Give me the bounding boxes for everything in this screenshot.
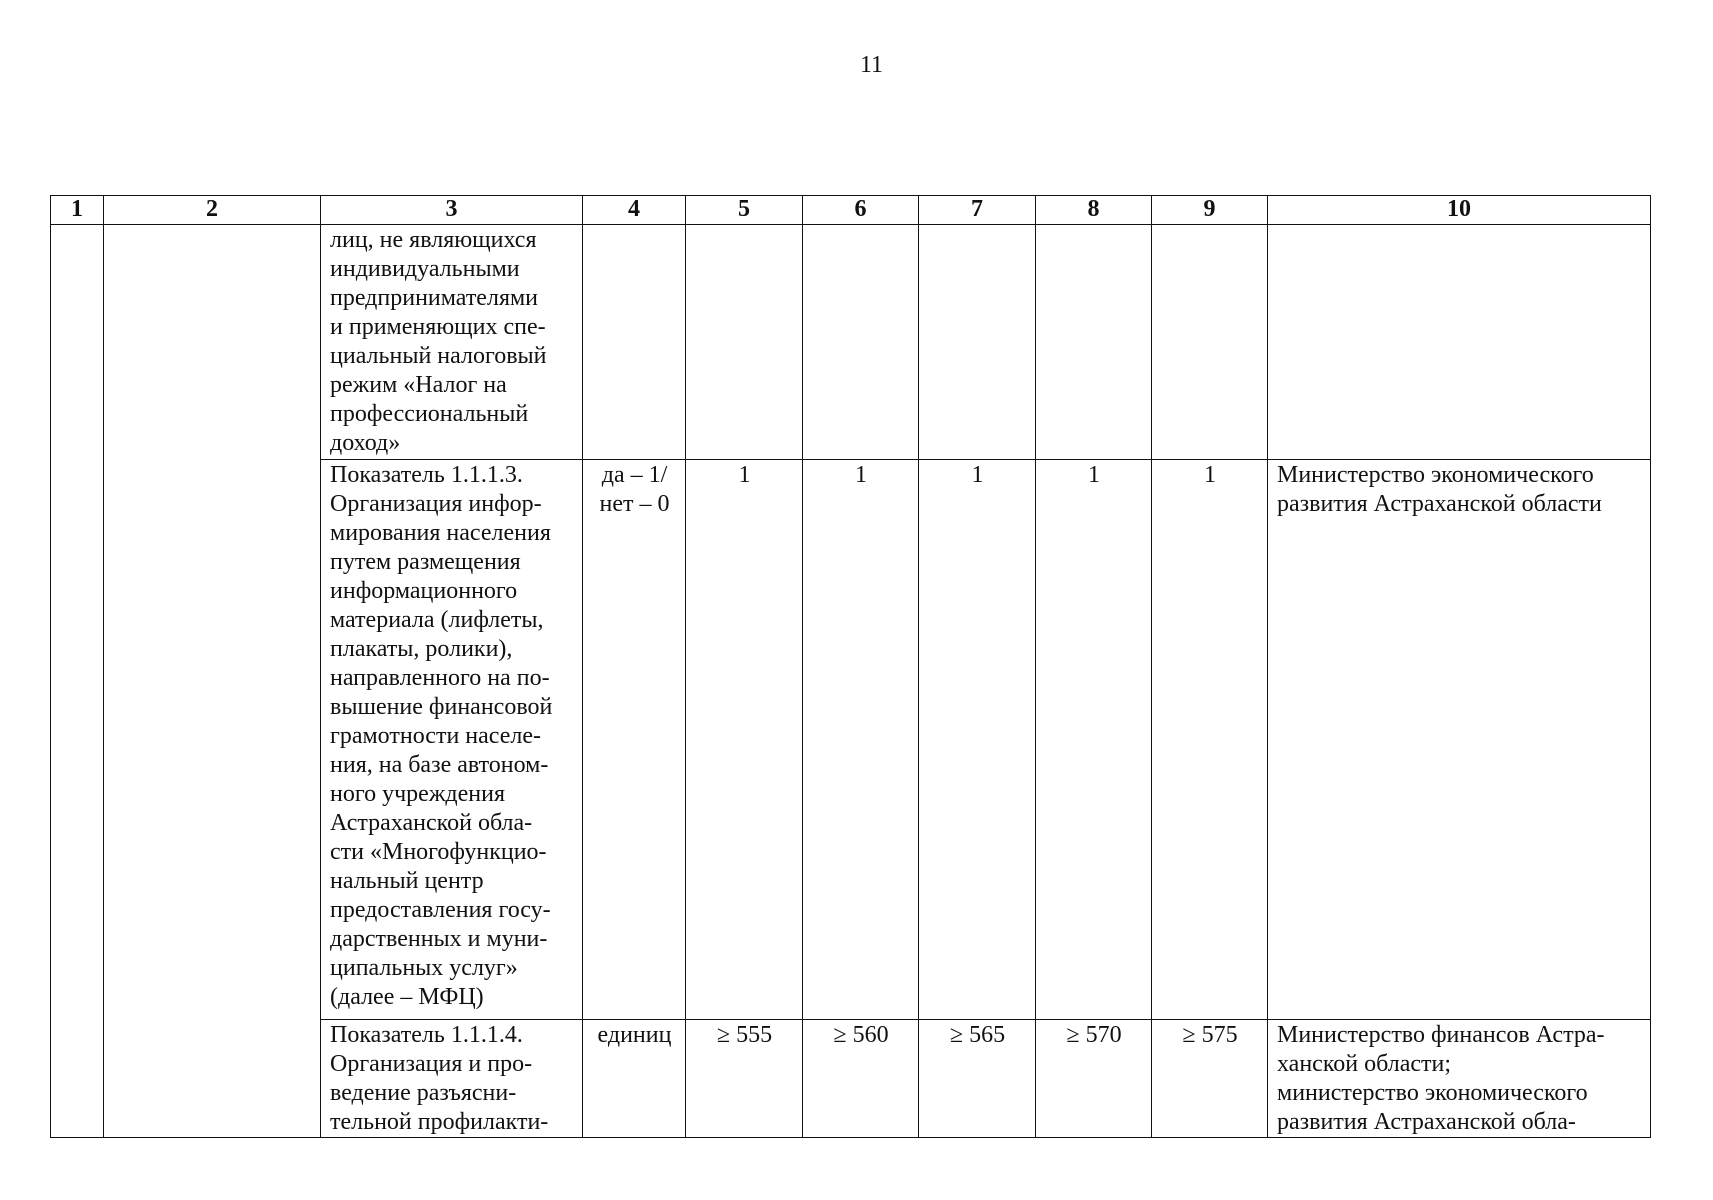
responsible-cell <box>1268 460 1651 1020</box>
value-cell <box>1036 1020 1152 1138</box>
value-text: 1 <box>738 462 751 488</box>
column-header-2: 2 <box>104 196 321 225</box>
value-text: 1 <box>1088 462 1100 488</box>
unit-text: единиц <box>597 1022 672 1048</box>
indicator-description <box>321 1020 583 1138</box>
value-cell <box>803 225 919 460</box>
value-text: ≥ 565 <box>949 1022 1006 1048</box>
indicators-table <box>50 195 1651 1138</box>
value-text: ≥ 560 <box>833 1022 889 1048</box>
value-cell <box>1152 225 1268 460</box>
value-cell <box>919 1020 1036 1138</box>
indicator-text: лиц, не являющихся индивидуальными предпринимателями и применяющих спе- циальный налоговый режим «Налог на профессиональный доход» <box>330 227 547 456</box>
column-header-3: 3 <box>321 196 583 225</box>
value-cell <box>686 1020 803 1138</box>
indicator-description <box>321 460 583 1020</box>
indicator-text: Показатель 1.1.1.3. Организация инфор- мирования населения путем размещения информационного материала (лифлеты, плакаты, ролики), направленного на по- вышение финансовой грамотности населе- ния, на базе автоном- ного учреждения Астраханской обла- сти «Многофункцио- нальный центр предоставления госу- дарственных и муни- ципальных услуг» (далее – МФЦ) <box>330 462 553 1010</box>
column-header-7: 7 <box>919 196 1036 225</box>
unit-cell <box>583 1020 686 1138</box>
value-cell <box>1036 460 1152 1020</box>
page-number: 11 <box>859 52 884 78</box>
unit-cell <box>583 225 686 460</box>
cell-col2 <box>104 225 321 1138</box>
value-cell <box>919 460 1036 1020</box>
unit-text: да – 1/ нет – 0 <box>599 462 670 517</box>
responsible-cell <box>1268 1020 1651 1138</box>
value-cell <box>803 460 919 1020</box>
value-cell <box>803 1020 919 1138</box>
column-header-4: 4 <box>583 196 686 225</box>
cell-col1 <box>51 225 104 1138</box>
value-cell <box>686 460 803 1020</box>
header-row <box>51 196 1651 225</box>
column-header-10: 10 <box>1268 196 1651 225</box>
column-header-8: 8 <box>1036 196 1152 225</box>
value-text: 1 <box>1204 462 1216 488</box>
value-text: 1 <box>971 462 984 488</box>
responsible-text: Министерство экономического развития Астраханской области <box>1277 462 1602 517</box>
table-row <box>51 225 1651 460</box>
value-text: ≥ 555 <box>716 1022 773 1048</box>
value-cell <box>1036 225 1152 460</box>
indicator-description <box>321 225 583 460</box>
column-header-1: 1 <box>51 196 104 225</box>
column-header-6: 6 <box>803 196 919 225</box>
value-text: ≥ 570 <box>1066 1022 1122 1048</box>
responsible-text: Министерство финансов Астра- ханской области; министерство экономического развития Астраханской обла- <box>1277 1022 1605 1135</box>
value-cell <box>919 225 1036 460</box>
column-header-9: 9 <box>1152 196 1268 225</box>
indicator-text: Показатель 1.1.1.4. Организация и про- ведение разъясни- тельной профилакти- <box>330 1022 549 1135</box>
value-text: 1 <box>855 462 867 488</box>
value-cell <box>1152 460 1268 1020</box>
value-cell <box>1152 1020 1268 1138</box>
unit-cell <box>583 460 686 1020</box>
responsible-cell <box>1268 225 1651 460</box>
value-text: ≥ 575 <box>1182 1022 1238 1048</box>
column-header-5: 5 <box>686 196 803 225</box>
value-cell <box>686 225 803 460</box>
